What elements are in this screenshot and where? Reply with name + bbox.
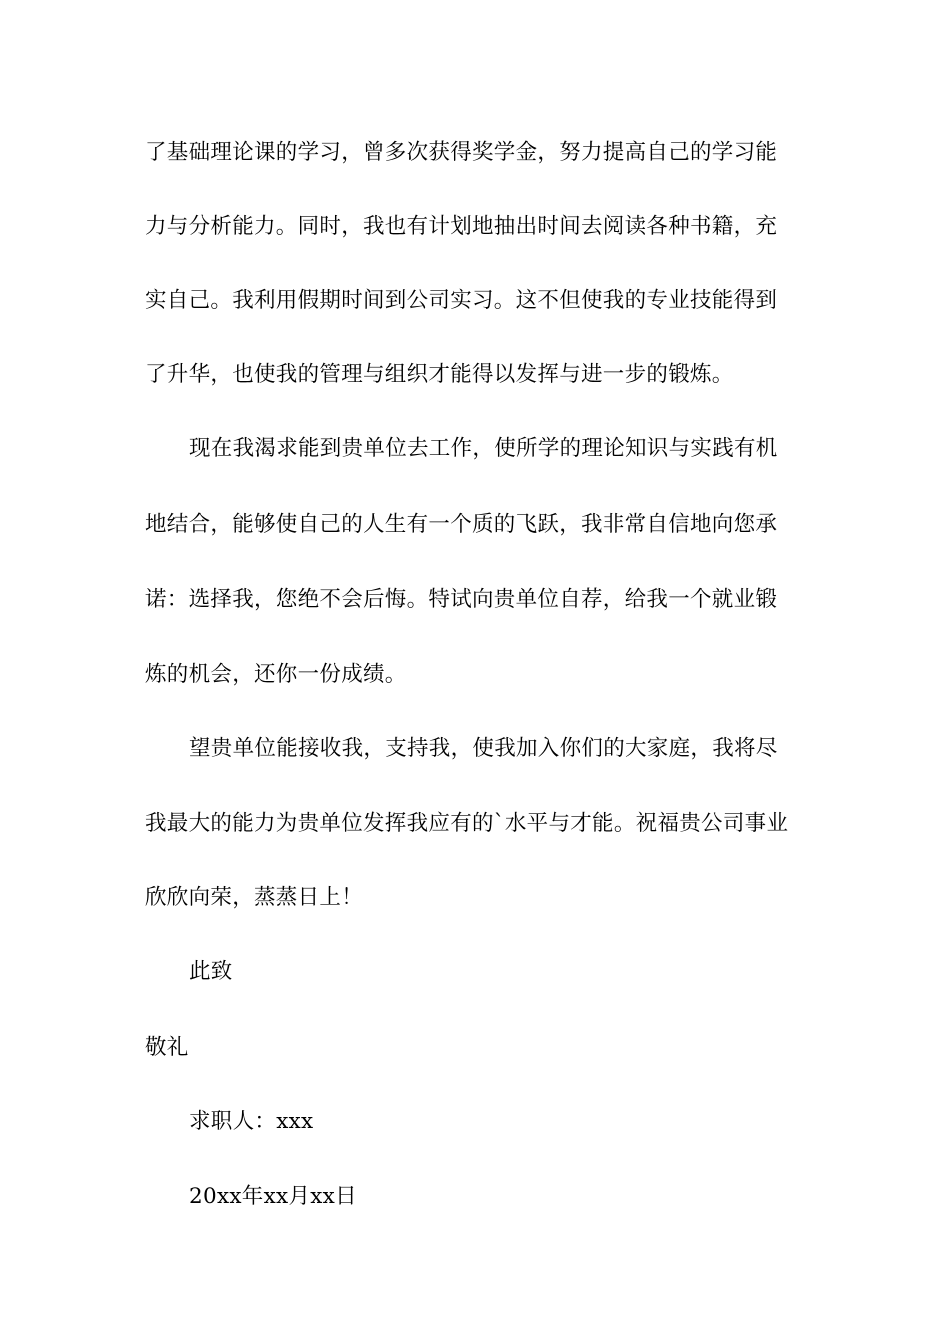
paragraph-line: 实自己。我利用假期时间到公司实习。这不但使我的专业技能得到 (145, 288, 778, 313)
signature-text: 求职人：xxx (189, 1109, 314, 1134)
paragraph-line: 我最大的能力为贵单位发挥我应有的`水平与才能。祝福贵公司事业 (145, 811, 789, 836)
paragraph-line: 诺：选择我，您绝不会后悔。特试向贵单位自荐，给我一个就业锻 (145, 587, 778, 612)
paragraph-line: 望贵单位能接收我，支持我，使我加入你们的大家庭，我将尽 (189, 736, 778, 761)
paragraph-line: 力与分析能力。同时，我也有计划地抽出时间去阅读各种书籍，充 (145, 214, 778, 239)
date-text: 20xx年xx月xx日 (189, 1184, 357, 1209)
salutation-text: 敬礼 (145, 1035, 189, 1060)
closing-text: 此致 (189, 959, 233, 984)
paragraph-line: 了升华，也使我的管理与组织才能得以发挥与进一步的锻炼。 (145, 362, 734, 387)
paragraph-line: 地结合，能够使自己的人生有一个质的飞跃，我非常自信地向您承 (145, 512, 778, 537)
paragraph-line: 炼的机会，还你一份成绩。 (145, 662, 407, 687)
paragraph-line: 了基础理论课的学习，曾多次获得奖学金，努力提高自己的学习能 (145, 140, 778, 165)
paragraph-line: 欣欣向荣，蒸蒸日上！ (145, 885, 364, 910)
paragraph-line: 现在我渴求能到贵单位去工作，使所学的理论知识与实践有机 (189, 436, 778, 461)
